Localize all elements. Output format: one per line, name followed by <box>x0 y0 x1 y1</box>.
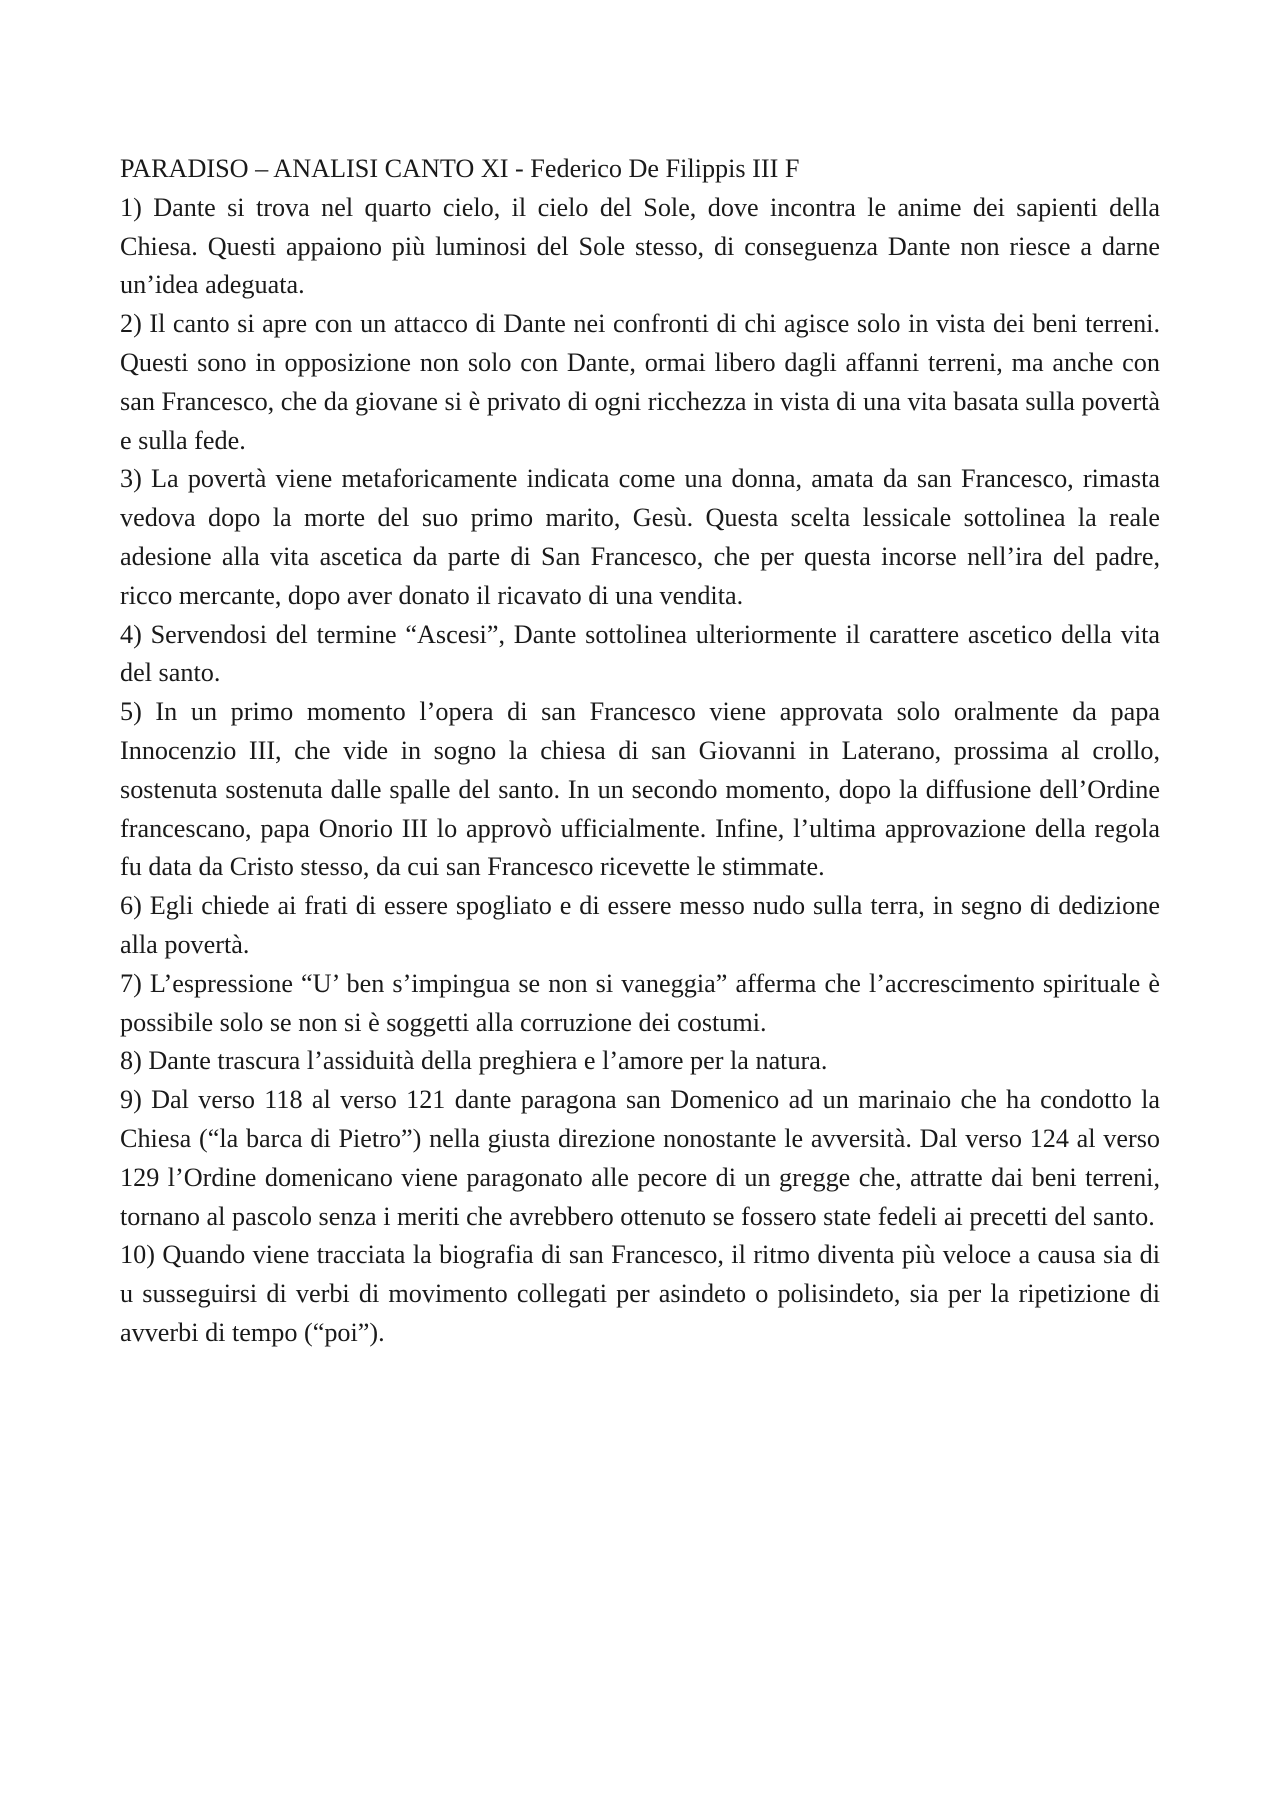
answer-paragraph-5: 5) In un primo momento l’opera di san Francesco viene approvata solo oralmente da papa Innocenzio III, che vide in sogno la chiesa di san Giovanni in Laterano, prossima al crollo, sostenuta sostenuta dalle spalle del santo. In un secondo momento, dopo la diffusione dell’Ordine francescano, papa Onorio III lo approvò ufficialmente. Infine, l’ultima approvazione della regola fu data da Cristo stesso, da cui san Francesco ricevette le stimmate. <box>120 697 1160 882</box>
answer-paragraph-7: 7) L’espressione “U’ ben s’impingua se non si vaneggia” afferma che l’accrescimento spirituale è possibile solo se non si è soggetti alla corruzione dei costumi. <box>120 968 1160 1037</box>
answer-paragraph-8: 8) Dante trascura l’assiduità della preghiera e l’amore per la natura. <box>120 1046 828 1076</box>
answer-paragraph-6: 6) Egli chiede ai frati di essere spogliato e di essere messo nudo sulla terra, in segno di dedizione alla povertà. <box>120 891 1160 959</box>
answer-paragraph-10: 10) Quando viene tracciata la biografia di san Francesco, il ritmo diventa più veloce a causa sia di u susseguirsi di verbi di movimento collegati per asindeto o polisindeto, sia per la ripetizione di avverbi di tempo (“poi”). <box>120 1240 1160 1347</box>
document-body <box>120 150 1160 1353</box>
document-title: PARADISO – ANALISI CANTO XI - Federico De Filippis III F <box>120 154 800 183</box>
answer-paragraph-9: 9) Dal verso 118 al verso 121 dante paragona san Domenico ad un marinaio che ha condotto la Chiesa (“la barca di Pietro”) nella giusta direzione nonostante le avversità. Dal verso 124 al verso 129 l’Ordine domenicano viene paragonato alle pecore di un gregge che, attratte dai beni terreni, tornano al pascolo senza i meriti che avrebbero ottenuto se fossero state fedeli ai precetti del santo. <box>120 1085 1160 1231</box>
answer-paragraph-3: 3) La povertà viene metaforicamente indicata come una donna, amata da san Francesco, rimasta vedova dopo la morte del suo primo marito, Gesù. Questa scelta lessicale sottolinea la reale adesione alla vita ascetica da parte di San Francesco, che per questa incorse nell’ira del padre, ricco mercante, dopo aver donato il ricavato di una vendita. <box>120 464 1160 610</box>
answer-paragraph-4: 4) Servendosi del termine “Ascesi”, Dante sottolinea ulteriormente il carattere ascetico della vita del santo. <box>120 619 1160 688</box>
answer-paragraph-1: 1) Dante si trova nel quarto cielo, il cielo del Sole, dove incontra le anime dei sapienti della Chiesa. Questi appaiono più luminosi del Sole stesso, di conseguenza Dante non riesce a darne un’idea adeguata. <box>120 192 1160 300</box>
answer-paragraph-2: 2) Il canto si apre con un attacco di Dante nei confronti di chi agisce solo in vista dei beni terreni. Questi sono in opposizione non solo con Dante, ormai libero dagli affanni terreni, ma anche con san Francesco, che da giovane si è privato di ogni ricchezza in vista di una vita basata sulla povertà e sulla fede. <box>120 309 1160 455</box>
